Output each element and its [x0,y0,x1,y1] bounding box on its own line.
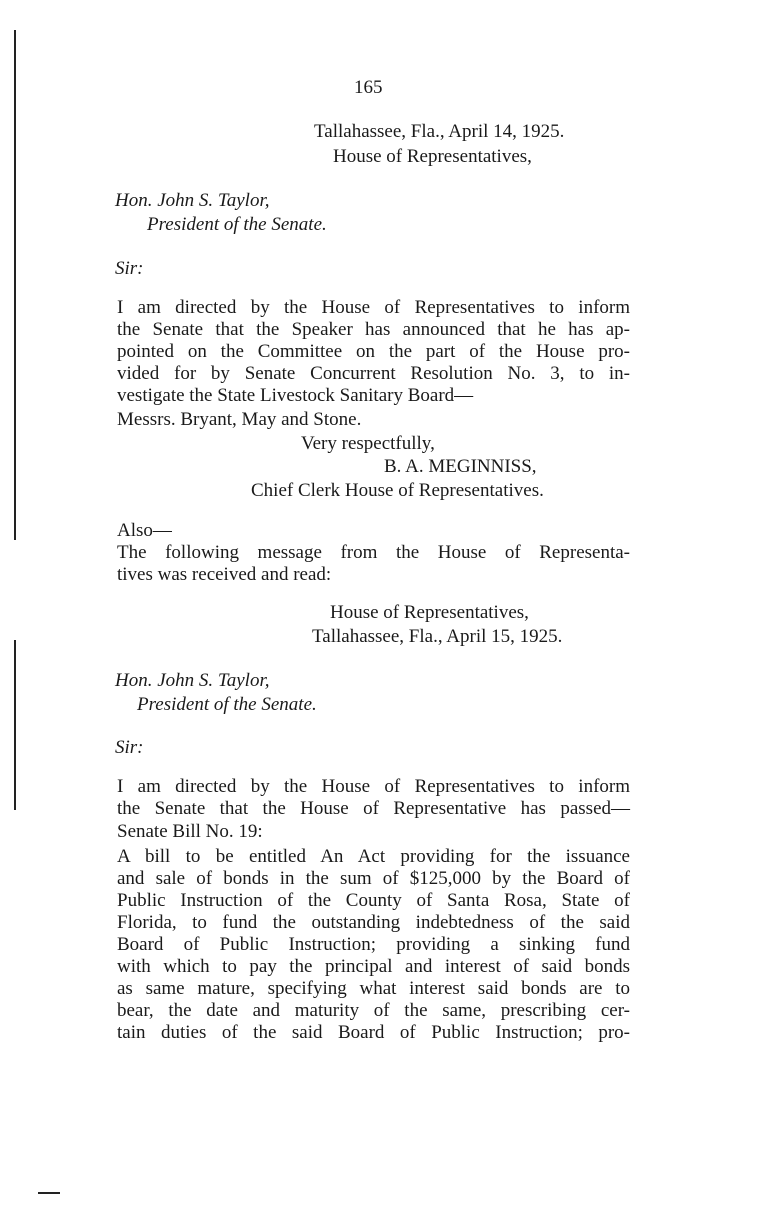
message1-from: House of Representatives, [333,146,532,167]
bill-text-line: tain duties of the said Board of Public Instruction; pro- [117,1022,630,1043]
bill-text-line: and sale of bonds in the sum of $125,000 by the Board of [117,868,630,889]
page-number: 165 [354,77,383,98]
message1-body-line: the Senate that the Speaker has announced that he has ap- [117,319,630,340]
intro-line: The following message from the House of Representa- [117,542,630,563]
message2-place-date: Tallahassee, Fla., April 15, 1925. [312,626,563,647]
message2-bill-label: Senate Bill No. 19: [117,821,263,842]
message1-body-line: pointed on the Committee on the part of the House pro- [117,341,630,362]
message1-salutation: Sir: [115,258,144,279]
message2-salutation: Sir: [115,737,144,758]
message1-body-line: vestigate the State Livestock Sanitary Board— [117,385,474,406]
intro-line: tives was received and read: [117,564,332,585]
bill-text-line: Public Instruction of the County of Santa Rosa, State of [117,890,630,911]
message1-addressee: Hon. John S. Taylor, [115,190,270,211]
bill-text-line: as same mature, specifying what interest said bonds are to [117,978,630,999]
message2-addressee: Hon. John S. Taylor, [115,670,270,691]
bill-text-line: bear, the date and maturity of the same, prescribing cer- [117,1000,630,1021]
message1-addressee-title: President of the Senate. [147,214,327,235]
margin-dash [38,1192,60,1194]
message1-signer-title: Chief Clerk House of Representatives. [251,480,544,501]
also-label: Also— [117,520,172,541]
message2-body-line: the Senate that the House of Representative has passed— [117,798,630,819]
message1-body-line: vided for by Senate Concurrent Resolution No. 3, to in- [117,363,630,384]
margin-rule-top [14,30,16,540]
message1-members: Messrs. Bryant, May and Stone. [117,409,362,430]
message1-body-line: I am directed by the House of Representatives to inform [117,297,630,318]
bill-text-line: A bill to be entitled An Act providing for the issuance [117,846,630,867]
bill-text-line: with which to pay the principal and interest of said bonds [117,956,630,977]
bill-text-line: Florida, to fund the outstanding indebtedness of the said [117,912,630,933]
message1-place-date: Tallahassee, Fla., April 14, 1925. [314,121,565,142]
bill-text-line: Board of Public Instruction; providing a sinking fund [117,934,630,955]
message2-body-line: I am directed by the House of Representatives to inform [117,776,630,797]
message2-from: House of Representatives, [330,602,529,623]
message2-addressee-title: President of the Senate. [137,694,317,715]
message1-signature: B. A. MEGINNISS, [384,456,537,477]
margin-rule-bottom [14,640,16,810]
message1-closing: Very respectfully, [301,433,435,454]
